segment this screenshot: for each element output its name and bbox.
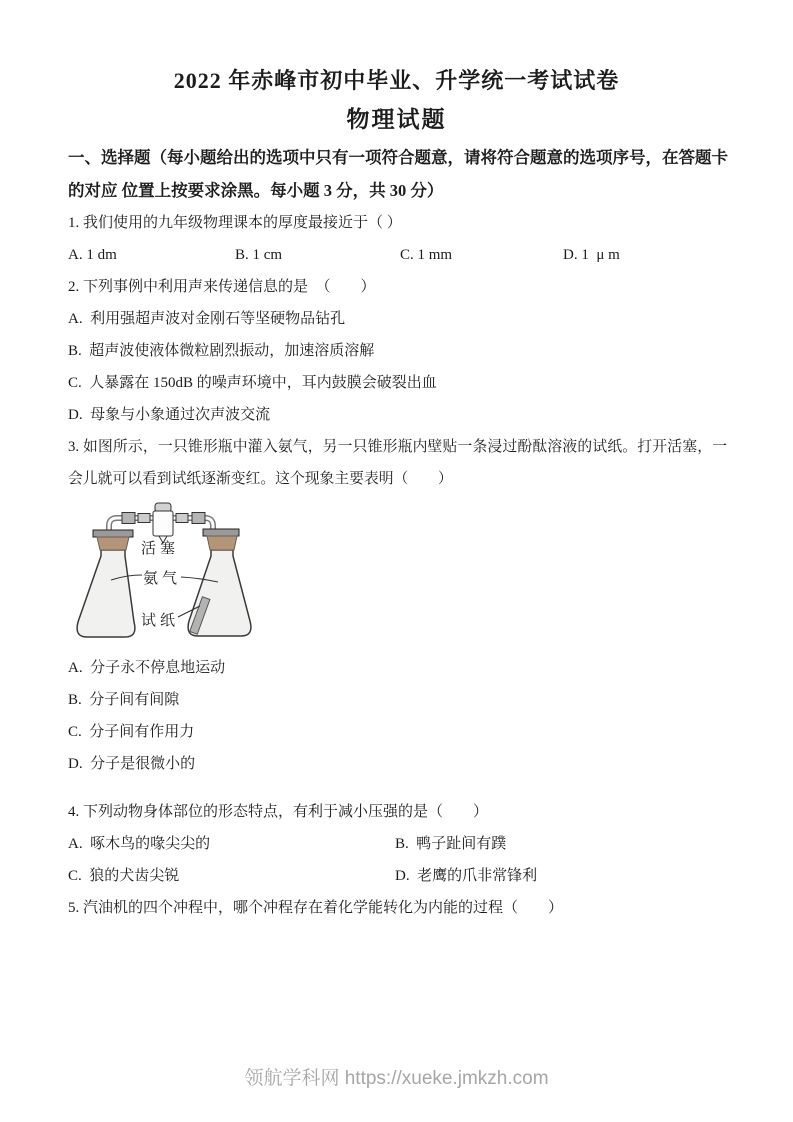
question-2-option-b: B. 超声波使液体微粒剧烈振动，加速溶质溶解 [68, 343, 375, 359]
question-4-option-a: A. 啄木鸟的喙尖尖的 [68, 836, 211, 852]
question-4-stem: 4. 下列动物身体部位的形态特点，有利于减小压强的是（ ） [68, 804, 489, 820]
figure-label-valve: 活塞 [141, 541, 180, 557]
question-3-stem: 3. 如图所示，一只锥形瓶中灌入氨气，另一只锥形瓶内壁贴一条浸过酚酞溶液的试纸。打开活塞，一会儿就可以看到试纸逐渐变红。这个现象主要表明（ ） [68, 439, 727, 487]
question-4-option-b: B. 鸭子趾间有蹼 [395, 836, 507, 852]
question-1-options [68, 239, 727, 271]
watermark-text: 领航学科网 https://xueke.jmkzh.com [244, 1068, 549, 1089]
left-stopper-cork [97, 537, 129, 550]
question-2-option-d: D. 母象与小象通过次声波交流 [68, 407, 271, 423]
right-stopper-cork [207, 536, 237, 550]
tube-fitting [176, 514, 188, 523]
tube-fitting [122, 513, 135, 524]
exam-subtitle: 物理试题 [346, 107, 447, 132]
stopcock-body [153, 511, 173, 536]
question-2-option-a: A. 利用强超声波对金刚石等坚硬物品钻孔 [68, 311, 346, 327]
question-3-figure [68, 495, 727, 652]
flask-apparatus-diagram [71, 498, 271, 646]
left-flask [77, 550, 135, 637]
figure-label-gas: 氨气 [143, 571, 182, 587]
figure-label-paper: 试纸 [141, 613, 180, 629]
question-1-option-a: A. 1 dm [68, 247, 117, 263]
question-3-option-c: C. 分子间有作用力 [68, 724, 195, 740]
right-stopper-rim [203, 529, 239, 536]
question-1-option-d: D. 1 μ m [563, 247, 620, 263]
question-3-option-d: D. 分子是很微小的 [68, 756, 196, 772]
section-instructions-line2: 的对应 位置上按要求涂黑。每小题 3 分，共 30 分） [68, 180, 444, 200]
exam-body [0, 142, 793, 924]
left-stopper-rim [93, 530, 133, 537]
question-1-option-b: B. 1 cm [235, 247, 283, 263]
question-1-option-c: C. 1 mm [400, 247, 453, 263]
question-2-stem: 2. 下列事例中利用声来传递信息的是 （ ） [68, 279, 376, 295]
question-3-option-b: B. 分子间有间隙 [68, 692, 180, 708]
question-2-option-c: C. 人暴露在 150dB 的噪声环境中，耳内鼓膜会破裂出血 [68, 375, 437, 391]
question-5-stem: 5. 汽油机的四个冲程中，哪个冲程存在着化学能转化为内能的过程（ ） [68, 900, 564, 916]
tube-fitting [138, 514, 150, 523]
question-4-options-row1 [68, 828, 727, 860]
section-instructions-line1: 一、选择题（每小题给出的选项中只有一项符合题意，请将符合题意的选项序号，在答题卡 [68, 148, 728, 167]
section-instructions [68, 142, 727, 207]
question-4-option-d: D. 老鹰的爪非常锋利 [395, 868, 538, 884]
question-3-option-a: A. 分子永不停息地运动 [68, 660, 226, 676]
question-4-options-row2 [68, 860, 727, 892]
tube-fitting [192, 513, 205, 524]
question-1-stem: 1. 我们使用的九年级物理课本的厚度最接近于（ ） [68, 215, 402, 231]
exam-title: 2022 年赤峰市初中毕业、升学统一考试试卷 [173, 68, 620, 93]
question-4-option-c: C. 狼的犬齿尖锐 [68, 868, 180, 884]
blank-gap [68, 780, 727, 796]
